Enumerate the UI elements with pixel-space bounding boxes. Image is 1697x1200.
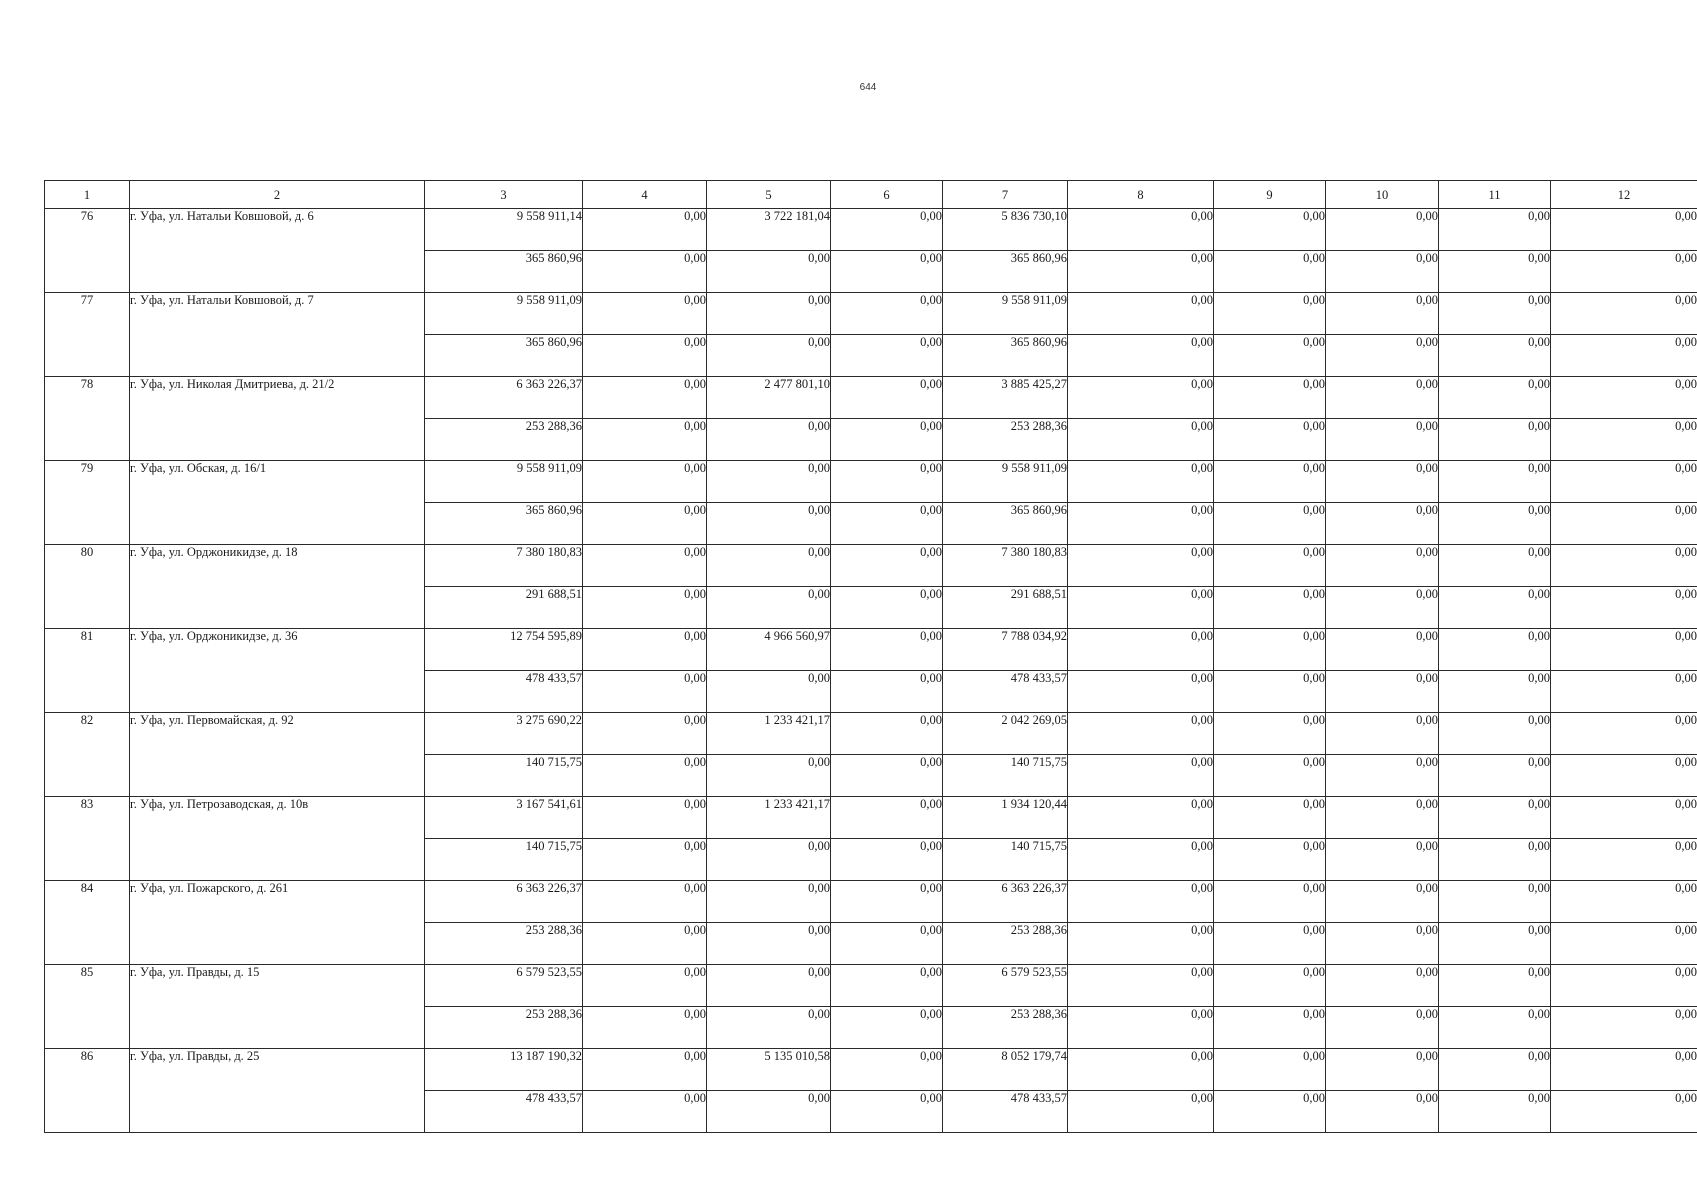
amount-cell: 478 433,57 bbox=[425, 671, 583, 713]
row-number: 78 bbox=[45, 377, 130, 461]
amount-cell: 0,00 bbox=[1068, 839, 1214, 881]
amount-cell: 6 363 226,37 bbox=[425, 881, 583, 923]
amount-cell: 0,00 bbox=[1439, 965, 1551, 1007]
amount-cell: 6 363 226,37 bbox=[425, 377, 583, 419]
row-number: 83 bbox=[45, 797, 130, 881]
amount-cell: 0,00 bbox=[831, 461, 943, 503]
amount-cell: 0,00 bbox=[707, 587, 831, 629]
amount-cell: 365 860,96 bbox=[425, 251, 583, 293]
amount-cell: 1 934 120,44 bbox=[943, 797, 1068, 839]
amount-cell: 0,00 bbox=[583, 377, 707, 419]
amount-cell: 7 380 180,83 bbox=[425, 545, 583, 587]
amount-cell: 6 579 523,55 bbox=[943, 965, 1068, 1007]
amount-cell: 0,00 bbox=[1439, 503, 1551, 545]
amount-cell: 0,00 bbox=[1326, 839, 1439, 881]
column-header: 9 bbox=[1214, 181, 1326, 209]
amount-cell: 365 860,96 bbox=[943, 335, 1068, 377]
amount-cell: 0,00 bbox=[707, 419, 831, 461]
amount-cell: 0,00 bbox=[1326, 713, 1439, 755]
amount-cell: 0,00 bbox=[831, 419, 943, 461]
amount-cell: 0,00 bbox=[1551, 797, 1697, 839]
column-header: 8 bbox=[1068, 181, 1214, 209]
amount-cell: 2 042 269,05 bbox=[943, 713, 1068, 755]
amount-cell: 140 715,75 bbox=[943, 839, 1068, 881]
amount-cell: 0,00 bbox=[1068, 377, 1214, 419]
table-row bbox=[45, 545, 1697, 587]
amount-cell: 0,00 bbox=[1326, 209, 1439, 251]
amount-cell: 0,00 bbox=[1068, 419, 1214, 461]
amount-cell: 0,00 bbox=[1326, 965, 1439, 1007]
address-cell: г. Уфа, ул. Первомайская, д. 92 bbox=[130, 713, 425, 797]
table-row bbox=[45, 293, 1697, 335]
amount-cell: 0,00 bbox=[1214, 251, 1326, 293]
address-cell: г. Уфа, ул. Правды, д. 15 bbox=[130, 965, 425, 1049]
address-cell: г. Уфа, ул. Натальи Ковшовой, д. 7 bbox=[130, 293, 425, 377]
column-header: 10 bbox=[1326, 181, 1439, 209]
amount-cell: 0,00 bbox=[1551, 839, 1697, 881]
amount-cell: 0,00 bbox=[1551, 377, 1697, 419]
amount-cell: 0,00 bbox=[1439, 923, 1551, 965]
amount-cell: 9 558 911,09 bbox=[425, 461, 583, 503]
column-number-row bbox=[45, 181, 1697, 209]
amount-cell: 0,00 bbox=[1214, 713, 1326, 755]
amount-cell: 0,00 bbox=[707, 1007, 831, 1049]
amount-cell: 0,00 bbox=[1068, 1007, 1214, 1049]
amount-cell: 0,00 bbox=[1214, 755, 1326, 797]
table-row bbox=[45, 461, 1697, 503]
amount-cell: 0,00 bbox=[583, 965, 707, 1007]
amount-cell: 0,00 bbox=[1439, 755, 1551, 797]
address-cell: г. Уфа, ул. Петрозаводская, д. 10в bbox=[130, 797, 425, 881]
amount-cell: 0,00 bbox=[583, 629, 707, 671]
amount-cell: 291 688,51 bbox=[425, 587, 583, 629]
amount-cell: 140 715,75 bbox=[425, 755, 583, 797]
amount-cell: 0,00 bbox=[1068, 293, 1214, 335]
table-body bbox=[45, 209, 1697, 1133]
amount-cell: 0,00 bbox=[1551, 587, 1697, 629]
amount-cell: 0,00 bbox=[1214, 545, 1326, 587]
amount-cell: 0,00 bbox=[1068, 923, 1214, 965]
amount-cell: 0,00 bbox=[583, 1049, 707, 1091]
data-table bbox=[44, 180, 1697, 1133]
amount-cell: 0,00 bbox=[1439, 335, 1551, 377]
amount-cell: 0,00 bbox=[1551, 923, 1697, 965]
row-number: 77 bbox=[45, 293, 130, 377]
amount-cell: 0,00 bbox=[1068, 251, 1214, 293]
table-row bbox=[45, 1049, 1697, 1091]
amount-cell: 0,00 bbox=[1326, 587, 1439, 629]
amount-cell: 253 288,36 bbox=[943, 923, 1068, 965]
amount-cell: 0,00 bbox=[1326, 881, 1439, 923]
amount-cell: 0,00 bbox=[1439, 629, 1551, 671]
column-header: 7 bbox=[943, 181, 1068, 209]
column-header: 4 bbox=[583, 181, 707, 209]
amount-cell: 0,00 bbox=[831, 965, 943, 1007]
amount-cell: 0,00 bbox=[1068, 797, 1214, 839]
amount-cell: 0,00 bbox=[1551, 293, 1697, 335]
amount-cell: 0,00 bbox=[1551, 335, 1697, 377]
amount-cell: 0,00 bbox=[1551, 881, 1697, 923]
amount-cell: 0,00 bbox=[1326, 629, 1439, 671]
address-cell: г. Уфа, ул. Обская, д. 16/1 bbox=[130, 461, 425, 545]
amount-cell: 0,00 bbox=[831, 251, 943, 293]
amount-cell: 8 052 179,74 bbox=[943, 1049, 1068, 1091]
amount-cell: 0,00 bbox=[1551, 1049, 1697, 1091]
amount-cell: 0,00 bbox=[707, 965, 831, 1007]
amount-cell: 0,00 bbox=[583, 713, 707, 755]
amount-cell: 478 433,57 bbox=[425, 1091, 583, 1133]
amount-cell: 9 558 911,09 bbox=[943, 293, 1068, 335]
amount-cell: 0,00 bbox=[1551, 251, 1697, 293]
amount-cell: 253 288,36 bbox=[425, 1007, 583, 1049]
amount-cell: 0,00 bbox=[1214, 503, 1326, 545]
amount-cell: 0,00 bbox=[1439, 713, 1551, 755]
amount-cell: 0,00 bbox=[1068, 335, 1214, 377]
amount-cell: 0,00 bbox=[831, 1091, 943, 1133]
amount-cell: 0,00 bbox=[831, 209, 943, 251]
amount-cell: 0,00 bbox=[831, 293, 943, 335]
table-row bbox=[45, 209, 1697, 251]
amount-cell: 0,00 bbox=[583, 503, 707, 545]
amount-cell: 140 715,75 bbox=[425, 839, 583, 881]
amount-cell: 0,00 bbox=[707, 251, 831, 293]
amount-cell: 0,00 bbox=[583, 419, 707, 461]
row-number: 79 bbox=[45, 461, 130, 545]
amount-cell: 0,00 bbox=[583, 545, 707, 587]
amount-cell: 0,00 bbox=[1326, 545, 1439, 587]
amount-cell: 0,00 bbox=[583, 797, 707, 839]
amount-cell: 0,00 bbox=[583, 209, 707, 251]
amount-cell: 0,00 bbox=[1068, 671, 1214, 713]
amount-cell: 2 477 801,10 bbox=[707, 377, 831, 419]
amount-cell: 0,00 bbox=[1551, 545, 1697, 587]
amount-cell: 365 860,96 bbox=[425, 335, 583, 377]
amount-cell: 0,00 bbox=[1214, 377, 1326, 419]
amount-cell: 0,00 bbox=[1068, 965, 1214, 1007]
amount-cell: 0,00 bbox=[831, 335, 943, 377]
amount-cell: 0,00 bbox=[707, 1091, 831, 1133]
amount-cell: 3 885 425,27 bbox=[943, 377, 1068, 419]
amount-cell: 0,00 bbox=[1439, 587, 1551, 629]
amount-cell: 0,00 bbox=[583, 755, 707, 797]
amount-cell: 0,00 bbox=[1439, 1007, 1551, 1049]
column-header: 1 bbox=[45, 181, 130, 209]
amount-cell: 0,00 bbox=[831, 923, 943, 965]
amount-cell: 0,00 bbox=[1439, 377, 1551, 419]
amount-cell: 0,00 bbox=[1551, 629, 1697, 671]
amount-cell: 0,00 bbox=[707, 923, 831, 965]
amount-cell: 0,00 bbox=[1214, 923, 1326, 965]
amount-cell: 0,00 bbox=[1214, 629, 1326, 671]
amount-cell: 0,00 bbox=[1068, 755, 1214, 797]
amount-cell: 0,00 bbox=[831, 1049, 943, 1091]
document-sheet bbox=[44, 180, 1697, 1133]
amount-cell: 7 380 180,83 bbox=[943, 545, 1068, 587]
amount-cell: 0,00 bbox=[707, 335, 831, 377]
column-header: 5 bbox=[707, 181, 831, 209]
amount-cell: 0,00 bbox=[1214, 1007, 1326, 1049]
amount-cell: 3 167 541,61 bbox=[425, 797, 583, 839]
amount-cell: 0,00 bbox=[831, 797, 943, 839]
address-cell: г. Уфа, ул. Натальи Ковшовой, д. 6 bbox=[130, 209, 425, 293]
amount-cell: 5 836 730,10 bbox=[943, 209, 1068, 251]
amount-cell: 0,00 bbox=[1214, 419, 1326, 461]
amount-cell: 0,00 bbox=[1214, 335, 1326, 377]
amount-cell: 9 558 911,09 bbox=[425, 293, 583, 335]
amount-cell: 478 433,57 bbox=[943, 1091, 1068, 1133]
amount-cell: 0,00 bbox=[707, 503, 831, 545]
row-number: 82 bbox=[45, 713, 130, 797]
page-number: 644 bbox=[859, 82, 877, 93]
amount-cell: 140 715,75 bbox=[943, 755, 1068, 797]
amount-cell: 0,00 bbox=[1439, 671, 1551, 713]
amount-cell: 0,00 bbox=[1551, 713, 1697, 755]
amount-cell: 1 233 421,17 bbox=[707, 713, 831, 755]
amount-cell: 0,00 bbox=[1439, 881, 1551, 923]
amount-cell: 0,00 bbox=[831, 713, 943, 755]
amount-cell: 0,00 bbox=[1326, 1049, 1439, 1091]
amount-cell: 0,00 bbox=[1068, 587, 1214, 629]
amount-cell: 0,00 bbox=[1214, 293, 1326, 335]
amount-cell: 0,00 bbox=[1326, 797, 1439, 839]
amount-cell: 0,00 bbox=[583, 839, 707, 881]
amount-cell: 0,00 bbox=[1214, 671, 1326, 713]
amount-cell: 0,00 bbox=[1551, 419, 1697, 461]
amount-cell: 478 433,57 bbox=[943, 671, 1068, 713]
row-number: 85 bbox=[45, 965, 130, 1049]
amount-cell: 0,00 bbox=[1068, 545, 1214, 587]
amount-cell: 0,00 bbox=[1551, 503, 1697, 545]
amount-cell: 0,00 bbox=[583, 461, 707, 503]
amount-cell: 0,00 bbox=[1068, 461, 1214, 503]
amount-cell: 0,00 bbox=[1326, 1091, 1439, 1133]
amount-cell: 9 558 911,09 bbox=[943, 461, 1068, 503]
amount-cell: 0,00 bbox=[1439, 545, 1551, 587]
amount-cell: 0,00 bbox=[1214, 881, 1326, 923]
amount-cell: 0,00 bbox=[1439, 839, 1551, 881]
amount-cell: 0,00 bbox=[583, 881, 707, 923]
amount-cell: 0,00 bbox=[707, 461, 831, 503]
amount-cell: 0,00 bbox=[583, 335, 707, 377]
amount-cell: 1 233 421,17 bbox=[707, 797, 831, 839]
amount-cell: 0,00 bbox=[1068, 209, 1214, 251]
amount-cell: 13 187 190,32 bbox=[425, 1049, 583, 1091]
amount-cell: 0,00 bbox=[1551, 1091, 1697, 1133]
amount-cell: 0,00 bbox=[1551, 461, 1697, 503]
amount-cell: 0,00 bbox=[1068, 1049, 1214, 1091]
amount-cell: 0,00 bbox=[583, 293, 707, 335]
column-header: 11 bbox=[1439, 181, 1551, 209]
amount-cell: 0,00 bbox=[1551, 965, 1697, 1007]
column-header: 3 bbox=[425, 181, 583, 209]
address-cell: г. Уфа, ул. Орджоникидзе, д. 18 bbox=[130, 545, 425, 629]
amount-cell: 0,00 bbox=[1439, 251, 1551, 293]
address-cell: г. Уфа, ул. Николая Дмитриева, д. 21/2 bbox=[130, 377, 425, 461]
amount-cell: 0,00 bbox=[1214, 587, 1326, 629]
table-row bbox=[45, 881, 1697, 923]
amount-cell: 0,00 bbox=[1326, 671, 1439, 713]
amount-cell: 253 288,36 bbox=[425, 923, 583, 965]
row-number: 80 bbox=[45, 545, 130, 629]
amount-cell: 0,00 bbox=[1326, 755, 1439, 797]
amount-cell: 0,00 bbox=[583, 251, 707, 293]
amount-cell: 0,00 bbox=[1439, 797, 1551, 839]
amount-cell: 0,00 bbox=[1214, 209, 1326, 251]
amount-cell: 0,00 bbox=[1214, 461, 1326, 503]
amount-cell: 0,00 bbox=[1326, 1007, 1439, 1049]
amount-cell: 0,00 bbox=[707, 881, 831, 923]
table-row bbox=[45, 629, 1697, 671]
row-number: 86 bbox=[45, 1049, 130, 1133]
amount-cell: 0,00 bbox=[1439, 209, 1551, 251]
amount-cell: 6 579 523,55 bbox=[425, 965, 583, 1007]
address-cell: г. Уфа, ул. Правды, д. 25 bbox=[130, 1049, 425, 1133]
amount-cell: 365 860,96 bbox=[425, 503, 583, 545]
amount-cell: 0,00 bbox=[1551, 671, 1697, 713]
amount-cell: 0,00 bbox=[1439, 1091, 1551, 1133]
amount-cell: 9 558 911,14 bbox=[425, 209, 583, 251]
amount-cell: 0,00 bbox=[1326, 419, 1439, 461]
address-cell: г. Уфа, ул. Пожарского, д. 261 bbox=[130, 881, 425, 965]
amount-cell: 0,00 bbox=[583, 1007, 707, 1049]
amount-cell: 0,00 bbox=[1551, 1007, 1697, 1049]
amount-cell: 7 788 034,92 bbox=[943, 629, 1068, 671]
amount-cell: 0,00 bbox=[831, 629, 943, 671]
amount-cell: 0,00 bbox=[1068, 881, 1214, 923]
amount-cell: 0,00 bbox=[1326, 461, 1439, 503]
amount-cell: 0,00 bbox=[1214, 965, 1326, 1007]
amount-cell: 0,00 bbox=[1439, 293, 1551, 335]
amount-cell: 291 688,51 bbox=[943, 587, 1068, 629]
amount-cell: 0,00 bbox=[707, 545, 831, 587]
amount-cell: 0,00 bbox=[583, 587, 707, 629]
column-header: 12 bbox=[1551, 181, 1697, 209]
row-number: 84 bbox=[45, 881, 130, 965]
column-header: 2 bbox=[130, 181, 425, 209]
amount-cell: 0,00 bbox=[831, 881, 943, 923]
amount-cell: 365 860,96 bbox=[943, 251, 1068, 293]
amount-cell: 0,00 bbox=[1326, 293, 1439, 335]
amount-cell: 0,00 bbox=[1068, 713, 1214, 755]
amount-cell: 0,00 bbox=[1326, 377, 1439, 419]
amount-cell: 0,00 bbox=[707, 839, 831, 881]
amount-cell: 0,00 bbox=[583, 671, 707, 713]
amount-cell: 365 860,96 bbox=[943, 503, 1068, 545]
amount-cell: 0,00 bbox=[1214, 1091, 1326, 1133]
amount-cell: 253 288,36 bbox=[943, 419, 1068, 461]
row-number: 81 bbox=[45, 629, 130, 713]
amount-cell: 0,00 bbox=[1326, 251, 1439, 293]
amount-cell: 0,00 bbox=[1068, 503, 1214, 545]
address-cell: г. Уфа, ул. Орджоникидзе, д. 36 bbox=[130, 629, 425, 713]
table-row bbox=[45, 797, 1697, 839]
amount-cell: 12 754 595,89 bbox=[425, 629, 583, 671]
amount-cell: 0,00 bbox=[831, 755, 943, 797]
column-header: 6 bbox=[831, 181, 943, 209]
amount-cell: 4 966 560,97 bbox=[707, 629, 831, 671]
amount-cell: 0,00 bbox=[1551, 755, 1697, 797]
amount-cell: 3 275 690,22 bbox=[425, 713, 583, 755]
amount-cell: 0,00 bbox=[707, 293, 831, 335]
amount-cell: 0,00 bbox=[1439, 461, 1551, 503]
amount-cell: 253 288,36 bbox=[943, 1007, 1068, 1049]
amount-cell: 0,00 bbox=[831, 503, 943, 545]
amount-cell: 0,00 bbox=[707, 755, 831, 797]
amount-cell: 0,00 bbox=[583, 1091, 707, 1133]
row-number: 76 bbox=[45, 209, 130, 293]
amount-cell: 6 363 226,37 bbox=[943, 881, 1068, 923]
amount-cell: 0,00 bbox=[1214, 839, 1326, 881]
amount-cell: 0,00 bbox=[707, 671, 831, 713]
amount-cell: 0,00 bbox=[831, 671, 943, 713]
amount-cell: 0,00 bbox=[1439, 1049, 1551, 1091]
amount-cell: 0,00 bbox=[831, 377, 943, 419]
table-row bbox=[45, 713, 1697, 755]
amount-cell: 0,00 bbox=[831, 839, 943, 881]
table-row bbox=[45, 965, 1697, 1007]
amount-cell: 0,00 bbox=[1214, 1049, 1326, 1091]
amount-cell: 0,00 bbox=[583, 923, 707, 965]
table-row bbox=[45, 377, 1697, 419]
amount-cell: 0,00 bbox=[831, 587, 943, 629]
amount-cell: 5 135 010,58 bbox=[707, 1049, 831, 1091]
amount-cell: 0,00 bbox=[831, 1007, 943, 1049]
amount-cell: 0,00 bbox=[1439, 419, 1551, 461]
amount-cell: 0,00 bbox=[1326, 335, 1439, 377]
amount-cell: 0,00 bbox=[1068, 1091, 1214, 1133]
amount-cell: 0,00 bbox=[1326, 923, 1439, 965]
amount-cell: 253 288,36 bbox=[425, 419, 583, 461]
amount-cell: 0,00 bbox=[1214, 797, 1326, 839]
amount-cell: 0,00 bbox=[831, 545, 943, 587]
amount-cell: 0,00 bbox=[1068, 629, 1214, 671]
amount-cell: 0,00 bbox=[1326, 503, 1439, 545]
amount-cell: 0,00 bbox=[1551, 209, 1697, 251]
amount-cell: 3 722 181,04 bbox=[707, 209, 831, 251]
